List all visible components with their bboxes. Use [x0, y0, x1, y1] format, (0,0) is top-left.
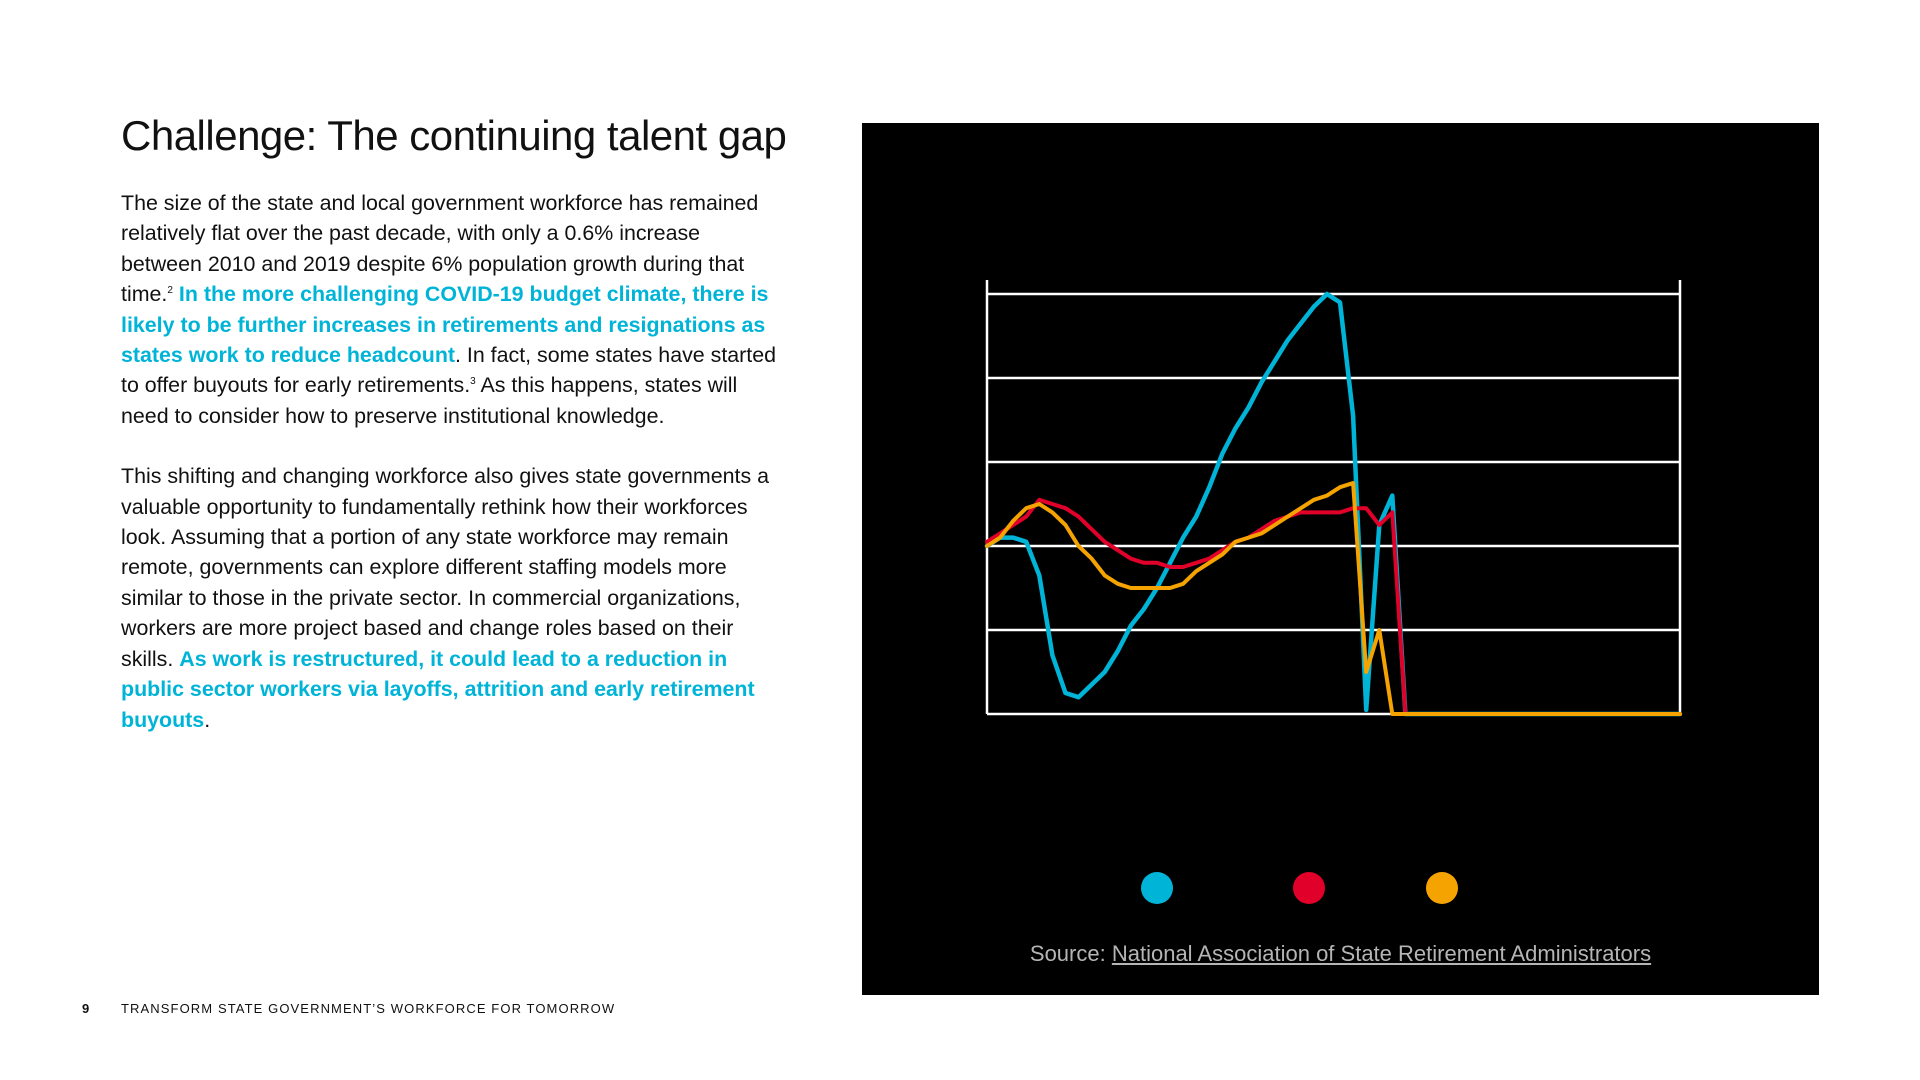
paragraph-2: This shifting and changing workforce also gives state governments a valuable opportunity to fundamentally rethink how their workforces look. Assuming that a portion of any state workforce may remain remote, governments can explore different staffing models more similar to those in the private sector. In commercial organizations, workers are more project based and change roles based on their skills. As work is restructured, it could lead to a reduction in public sector workers via layoffs, attrition and early retirement buyouts. [121, 464, 770, 732]
highlight-text-1: In the more challenging COVID-19 budget climate, there is likely to be further increases in retirements and resignations as states work to reduce headcount [121, 282, 769, 368]
legend-dot-2 [1293, 872, 1325, 904]
series-line-3 [987, 483, 1680, 714]
footer-title: TRANSFORM STATE GOVERNMENT’S WORKFORCE FOR TOMORROW [121, 1001, 616, 1016]
footnote-ref-2[interactable]: 2 [167, 285, 173, 297]
workforce-chart [862, 123, 1819, 995]
page-footer [82, 1001, 615, 1016]
body-text [121, 188, 786, 765]
source-link[interactable]: National Association of State Retirement Administrators [1111, 941, 1652, 966]
legend-dot-3 [1426, 872, 1458, 904]
footnote-ref-3[interactable]: 3 [470, 376, 476, 388]
series-line-2 [987, 500, 1680, 714]
page-number: 9 [82, 1001, 91, 1016]
chart-legend [1141, 872, 1458, 904]
paragraph-1: The size of the state and local government workforce has remained relatively flat over the past decade, with only a 0.6% increase between 2010 and 2019 despite 6% population growth during that time.$^2$ In the more challenging COVID-19 budget climate, there is likely to be further increases in retirements and resignations as states work to reduce headcount. In fact, some states have started to offer buyouts for early retirements.$^3$ As this happens, states will need to consider how to preserve institutional knowledge. [121, 191, 777, 428]
page-title: Challenge: The continuing talent gap [121, 112, 787, 159]
chart-grid [987, 280, 1680, 714]
legend-dot-1 [1141, 872, 1173, 904]
chart-panel [862, 123, 1819, 995]
chart-source: Source: National Association of State Retirement Administrators [1029, 941, 1652, 966]
highlight-text-2: As work is restructured, it could lead to a reduction in public sector workers via layoffs, attrition and early retirement buyouts [121, 646, 755, 732]
series-line-1 [987, 294, 1680, 714]
chart-lines [987, 294, 1680, 714]
